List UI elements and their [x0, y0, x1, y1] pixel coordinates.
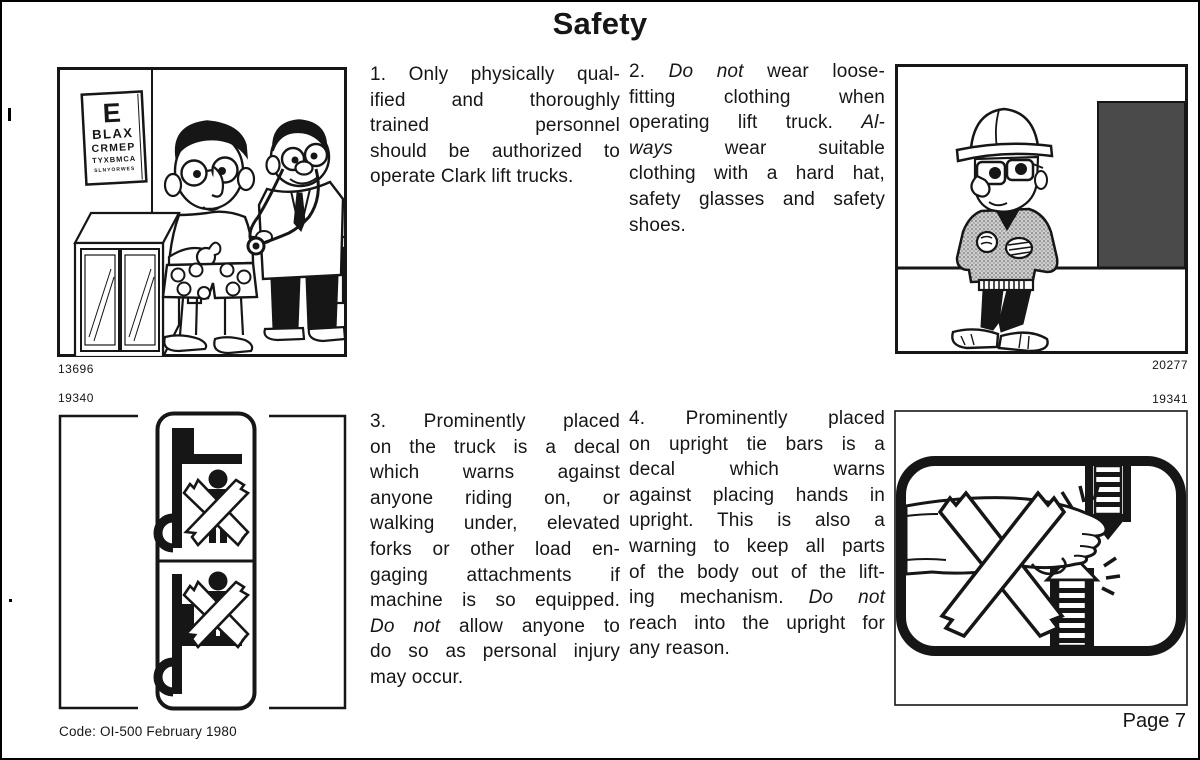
- svg-text:E: E: [101, 97, 122, 129]
- frame-left-bracket: [60, 416, 138, 708]
- scan-artifact: [8, 108, 11, 121]
- svg-text:SLNYORWES: SLNYORWES: [94, 165, 136, 175]
- svg-text:TYXBMCA: TYXBMCA: [91, 153, 137, 166]
- worker-shoe: [999, 333, 1048, 351]
- doctor-trousers: [271, 278, 300, 329]
- safety-item-1: 1. Only physically qual- ified and thoroughly trained personnel should be authorized to operate Clark lift trucks.: [370, 64, 620, 188]
- worker-shoe: [952, 329, 998, 348]
- document-code: Code: OI-500 February 1980: [59, 724, 237, 739]
- scan-artifact: [9, 599, 12, 602]
- page-title: Safety: [552, 6, 648, 41]
- figure-number: 19340: [58, 391, 94, 405]
- safety-item-3: 3. Prominently placed on the truck is a decal which warns against anyone riding on, or walking under, elevated forks or other load en- gaging attachments if machine is so equipped. Do not allow anyone to do so as personal injury may occur.: [370, 411, 620, 688]
- svg-text:CRMEP: CRMEP: [91, 140, 136, 156]
- figure-worker: [895, 64, 1188, 354]
- figure-number: 20277: [1152, 358, 1188, 372]
- figure-number: 19341: [1152, 392, 1188, 406]
- frame-right-bracket: [269, 416, 345, 708]
- safety-item-4: 4. Prominently placed on upright tie bars is a decal which warns against placing hands in upright. This is also a warning to keep all parts of the body out of the lift- ing mechanism. Do not reach into the upright for any reason.: [629, 408, 885, 660]
- figure-doctor-exam: [57, 67, 347, 357]
- page-number: Page 7: [1122, 710, 1186, 732]
- figure-decal-forks: [57, 408, 347, 714]
- figure-number: 13696: [58, 362, 94, 376]
- eye-chart: [82, 91, 147, 184]
- worker-belt: [979, 280, 1033, 290]
- safety-item-2: 2. Do not wear loose- fitting clothing when operating lift truck. Al- ways wear suitable clothing with a hard hat, safety glasses and safety shoes.: [629, 61, 885, 236]
- svg-text:BLAX: BLAX: [91, 124, 134, 143]
- dark-doorway: [1098, 102, 1185, 268]
- figure-decal-upright: [892, 408, 1190, 710]
